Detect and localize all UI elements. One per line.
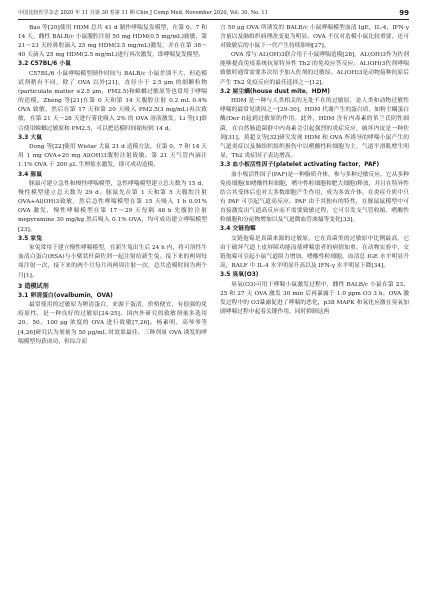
heading-rabbit: 3.5 家兔 [18, 235, 43, 242]
paragraph-ozone: 臭氧(O3)可用于哮喘小鼠激发过程中，雌性 BALB/c 小鼠在第 23、25 和 27 天 OVA 激发 30 min 后再暴露于 1.0 ppm O3 3 h。OVA 激发过程中的 O3暴露促进了哮喘的恶化，p38 MAPK 和氧化应激在臭氧加剧哮喘过程中起着关键作用，同时抑制这两 [220, 281, 409, 315]
heading-ova: 3.1 卵清蛋白(ovalbumin，OVA) [18, 292, 113, 299]
heading-paf: 3.3 血小板活性因子(platelet activating factor，PAF) [220, 161, 380, 168]
paragraph-guinea-pig: 豚鼠可建立急性和慢性哮喘模型，急性哮喘模型建立总天数为 15 d，慢性模型建立总天数为 29 d。豚鼠先在第 1 天和第 5 天腹腔注射 OVA+Al(OH)3致敏，然后急性哮喘模型在第 15 天吸入 1 h 0.01% OVA 激发，慢性哮喘模型在第 17～29 天每隔 48 h 先腹腔注射 mepyramine 30 mg/kg 然后吸入 0.1% OVA，均可成功建立哮喘模型[23]。 [18, 181, 207, 233]
right-column [220, 24, 409, 347]
paragraph-rat: Dong 等[22]使用 Wistar 大鼠 21 d 造模方法，在第 0、7 和 14 天用 1 mg OVA+20 mg Al(OH)3腹腔注射致敏。第 21 天气管内滴注 1.1% OVA 于 200 μL 生理盐水激发，即可成功造模。 [18, 144, 207, 169]
heading-alternaria: 3.4 交链孢霉 [220, 226, 256, 233]
paragraph-paf: 血小板活性因子(PAF)是一种脂质介体，参与多种过敏反应。它从多种免疫细胞(如嗜酸性粒细胞，嗜中性粒细胞和肥大细胞)释放，并且在特异性结合其受体后也对大多数细胞产生作用，成为多效介体。在炎症介质中只有 PAF 可引起气道高反应。PAF 由于其独有的特性，在豚鼠鼠模型中可直接激发出气道高反应而不需要致敏过程，它可引发支气管收缩、嗜酸性粒细胞和分泌物增加以及气道微血管渗漏等变化[33]。 [220, 171, 409, 223]
paragraph-c57bl6: C57BL/6 小鼠哮喘模型制作时间与 BALB/c 小鼠差别不大，但造模试剂稍有不同，除了 OVA 以外[21]，直径小于 2.5 μm 的细颗粒物(particulate matter ≤2.5 μm，PM2.5)和蟑螂过敏原等也常用于哮喘的造模。Zheng 等[21]在第 0 天和第 14 天腹腔注射 0.2 mL 0.4% OVA 致敏，然后在第 17 天和第 20 天吸入 PM2.5(3 mg/mL)再次致敏，在第 21 天～28 天进行雾化吸入 2% 的 OVA 溶液激发。Li 等[1]联合使用蟑螂过敏原和 PM2.5，可以把造模时间缩短到 14 d。 [18, 70, 207, 132]
heading-ozone: 3.5 臭氧(O3) [220, 272, 259, 279]
two-column-body [18, 24, 409, 347]
heading-c57bl6: 3.2 C57BL/6 小鼠 [18, 61, 71, 68]
section-heading-reagents: 3 造模试剂 [18, 282, 49, 290]
heading-hdm: 3.2 屋尘螨(house dust mite，HDM) [220, 88, 330, 95]
heading-guinea-pig: 3.4 豚鼠 [18, 171, 43, 178]
page-number: 99 [399, 9, 409, 17]
paragraph-alternaria: 交链孢霉是真菌来源的过敏原，它在真菌类的过敏原中比例最高，它由于破坏气道上皮屏障功能而使哮喘患者的病情加重。在动物实验中，交链孢霉可引起小鼠气道阻力增加，嗜酸性粒细胞、血清总 IGE 水平明显升高，BALF 中 IL-4 水平明显升高以及 IFN-γ 水平明显下降[34]。 [220, 235, 409, 269]
header-rule [18, 19, 409, 20]
left-column [18, 24, 207, 347]
paragraph-bao: Bao 等[20]使用 HDM 总共 41 d 制作哮喘复发模型，在第 0、7 和 14 天，雌性 BALB/c 小鼠腹腔注射 50 mg HDM(0.5 mg/mL)致敏，第 21～23 天经鼻腔滴入 25 mg HDM(2.5 mg/mL)激发，并在在第 38～40 天滴入 25 mg HDM(2.5 mg/mL)进行再次激发，即哮喘复发模型。 [18, 25, 207, 59]
heading-rat: 3.3 大鼠 [18, 134, 43, 141]
running-header [18, 10, 409, 17]
paragraph-hdm: HDM 是一种与人类相关的无处不在的过敏原，是人类和动物过敏性哮喘的最常见诱因之一[29-30]。HDM 代谢产生的蛋白质，如粉尘螨蛋白酶(Der f)起到过敏原的作用。此外，HDM 含有内毒素的革兰氏阴性细菌，在自然肠道菌群中内毒素会引起强烈的炎症反应，破坏内皮是一种佐剂[31]。黄超文等[32]研究发现 HDM 和 OVA 所诱导的哮喘小鼠产生的气道炎症以及肺组织组织损伤中以嗜酸性粒细胞为主，气道平滑肌增生明显，Th2 炎症因子表达增高。 [220, 98, 409, 159]
paragraph-ova: 最常使用的过敏原为卵清蛋白，来源于蛋清，价格便宜，有很强的免疫原性，是一种良好的过敏原[24-25]。国内外研究的致敏剂量多选用 20、50、100 μg 浓度的 OVA 进行致敏[7,26]。杨素明、高琴琴等[4,26]研究认为剂量为 50 μg/mL 时效果最佳。三种剂量 OVA 诱发的哮喘模型均获成功，但综合而 [18, 302, 207, 345]
paragraph-ova-continued: 言 50 μg OVA 所诱发的 BALB/c 小鼠哮喘模型血清 IgE、IL-4、IFN-γ 含量以及肺组织病理改变更为明显。OVA 不仅对造模小鼠比较重要，还可对致敏后的小鼠下一代产生持续影响[27]。 [220, 25, 409, 50]
paragraph-rabbit: 家兔常用于建立慢性哮喘模型，在新生兔出生后 24 h 内，将可溶性牛血清白蛋白(RSA)与小檗状杆菌佐剂一起注射给新生兔。接下来的两周每周注射一次，接下来的两个月每月再两周注射一次，总共造模时间为两个月[1]。 [18, 245, 207, 279]
journal-header-text: 中国比较医学杂志 2020 年 11 月第 30 卷第 11 期 Chin J Comp Med, November 2020, Vol. 30, No. 11 [18, 10, 268, 16]
paragraph-aluminium-adjuvant: OVA 常与 AL(OH)3联合用于小鼠哮喘造模[28]，AL(OH)3作为佐剂能够提高免疫系统抗原特异性 Th2 的免疫应答反应。AL(OH)3佐剂哮喘致敏时通常需要多次给予加入佐剂的过敏原。AL(OH)3是动物接种抗原后产生 Th2 免疫反应的最佳选择之一[12]。 [220, 52, 409, 86]
